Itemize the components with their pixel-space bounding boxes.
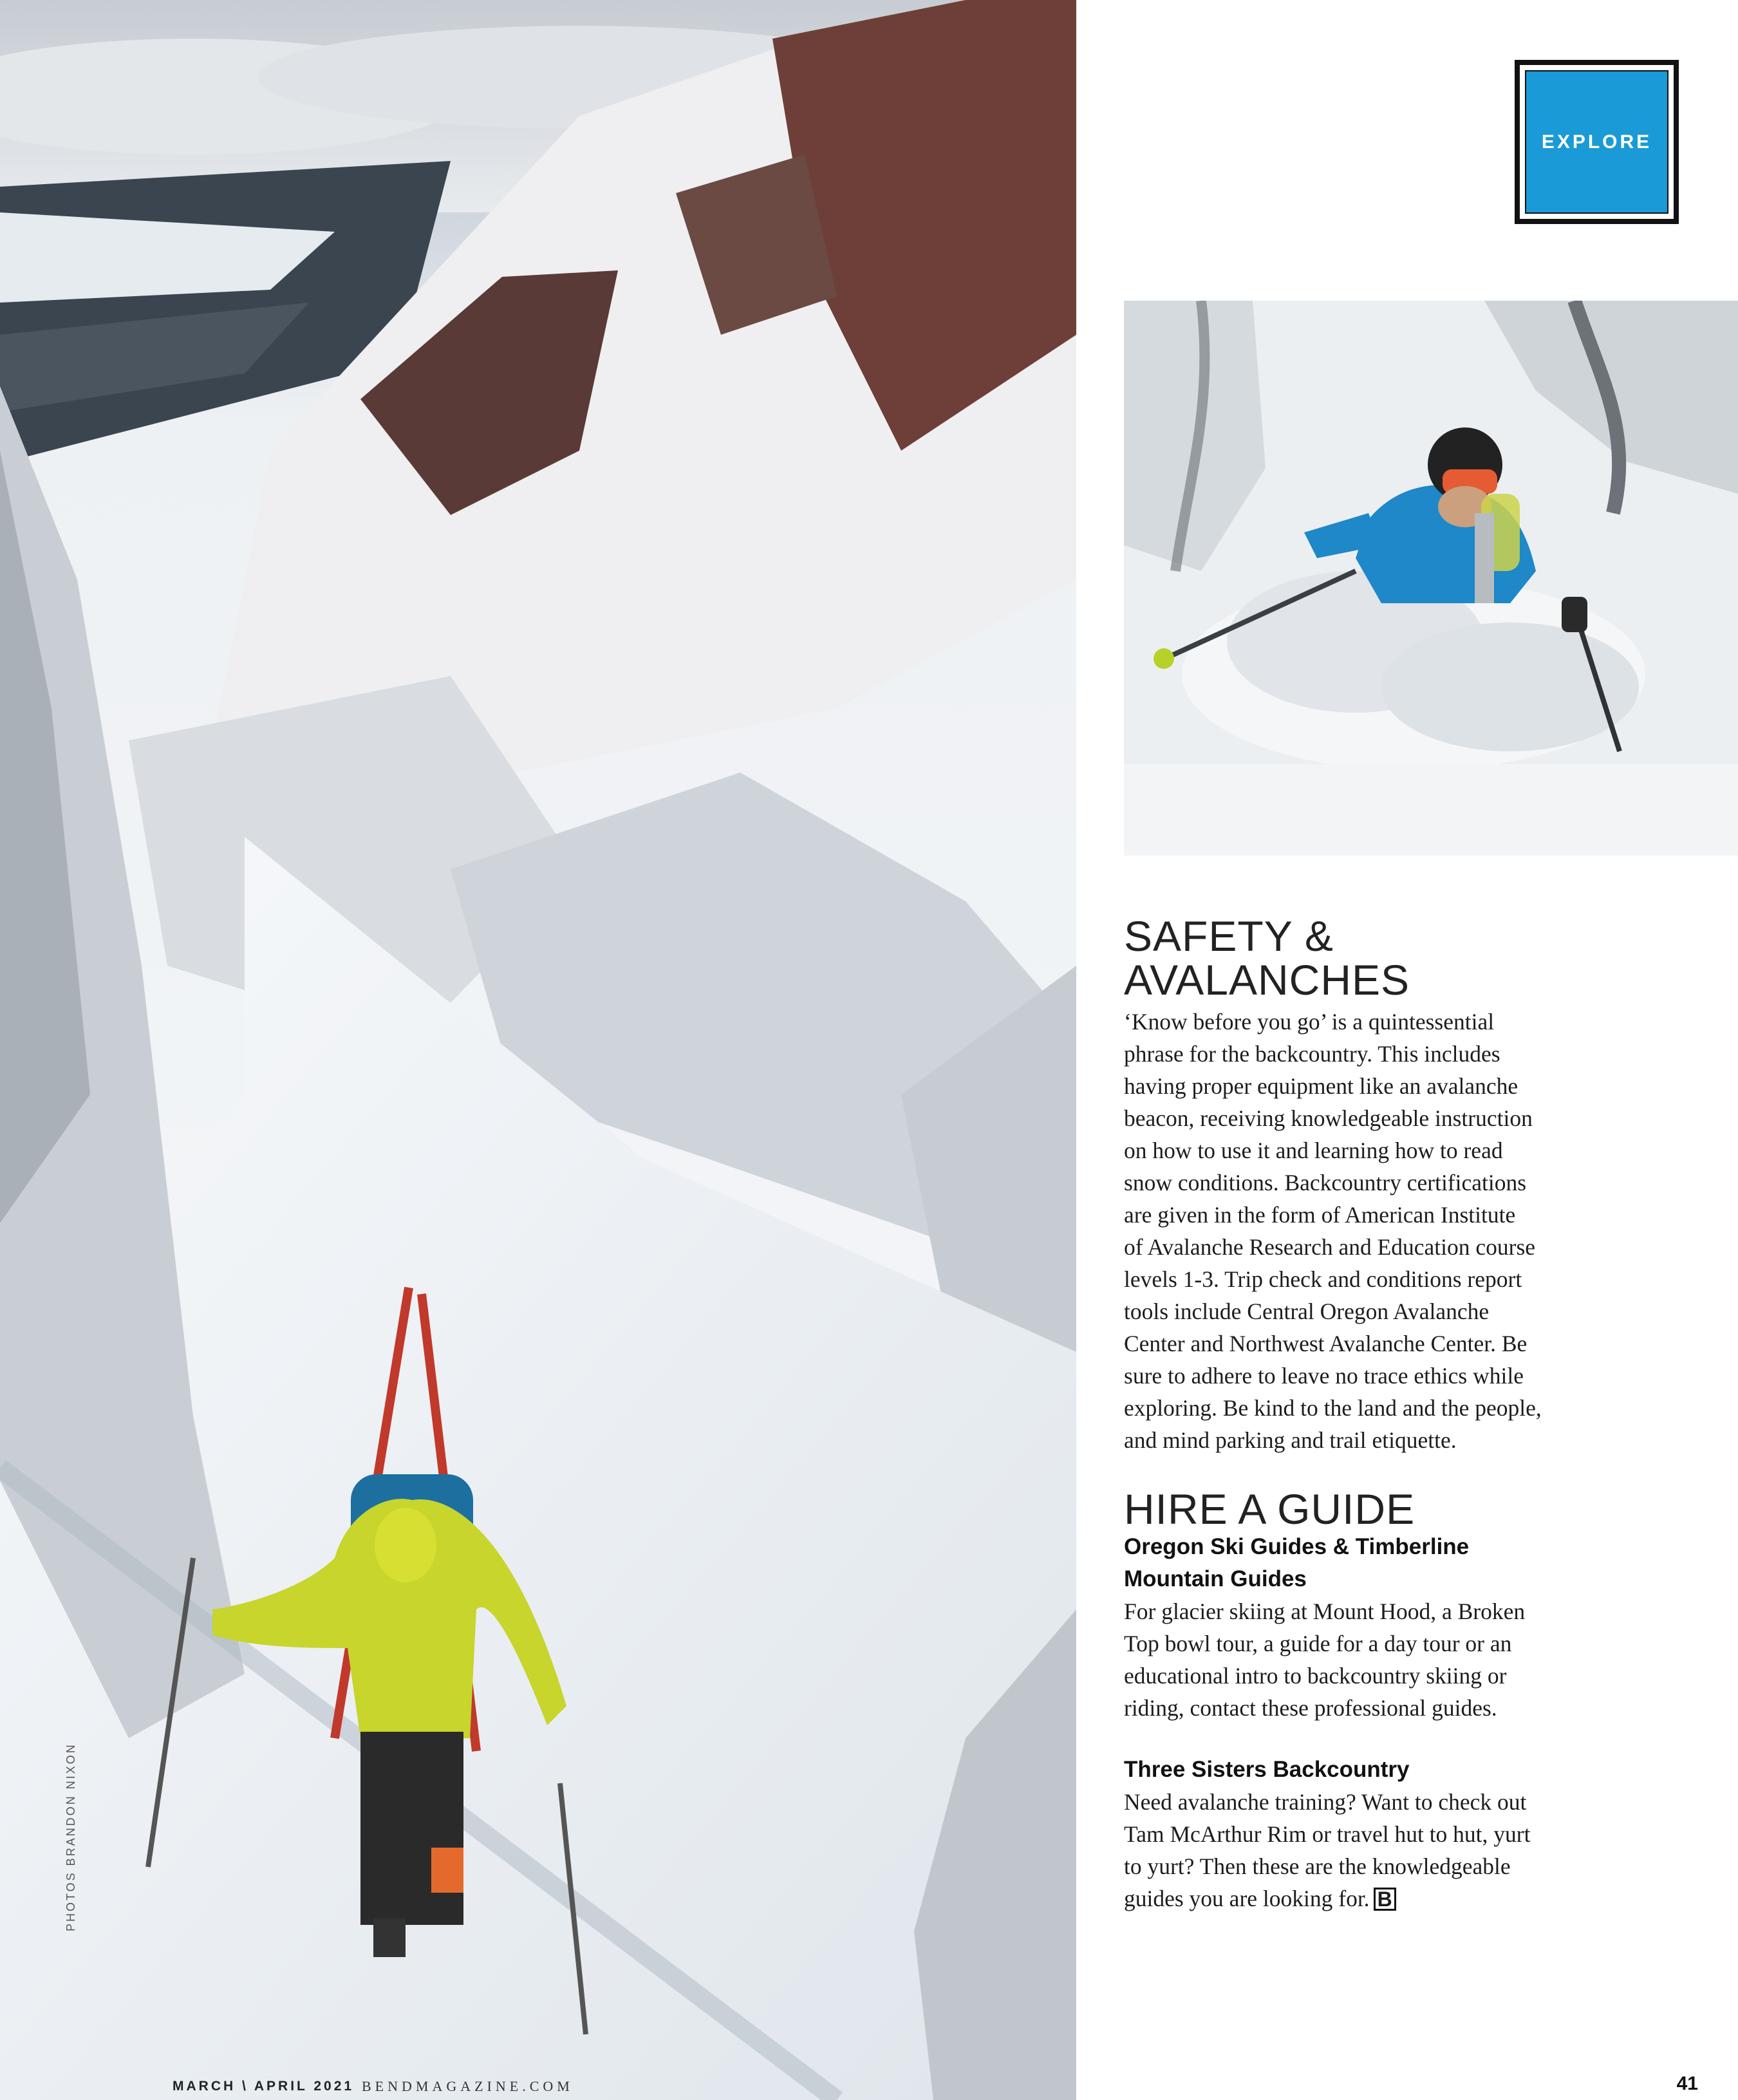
safety-body-line: snow conditions. Backcountry certifications [1124,1170,1527,1195]
safety-title-line-2: AVALANCHES [1124,956,1410,1004]
article-column [1124,914,1574,1915]
safety-body-line: of Avalanche Research and Education course [1124,1234,1536,1260]
guide-body-line: Top bowl tour, a guide for a day tour or an [1124,1631,1512,1656]
safety-body-line: beacon, receiving knowledgeable instruction [1124,1105,1533,1131]
safety-body-line: Center and Northwest Avalanche Center. Be [1124,1331,1528,1356]
footer-issue-date: MARCH \ APRIL 2021 [173,2079,355,2094]
guide-body-line: guides you are looking for. [1124,1886,1370,1911]
safety-body-line: and mind parking and trail etiquette. [1124,1427,1457,1453]
guide-body-oregon [1124,1595,1574,1724]
photo-credit: PHOTOS BRANDON NIXON [64,1743,77,1931]
safety-body-line: exploring. Be kind to the land and the people, [1124,1395,1542,1421]
guide-body-line: educational intro to backcountry skiing or [1124,1663,1507,1689]
explore-badge-fill [1525,70,1668,214]
safety-body-line: phrase for the backcountry. This includes [1124,1041,1500,1067]
guide-body-line: Need avalanche training? Want to check out [1124,1789,1527,1815]
safety-body-line: sure to adhere to leave no trace ethics while [1124,1363,1524,1389]
safety-body-line: on how to use it and learning how to read [1124,1138,1503,1163]
safety-body-line: are given in the form of American Institute [1124,1202,1516,1228]
safety-title-line-1: SAFETY & [1124,912,1334,960]
footer-website: BENDMAGAZINE.COM [362,2078,574,2094]
powder-skier-illustration [1124,301,1738,856]
safety-section-title [1124,914,1574,1002]
explore-badge-label: EXPLORE [1541,131,1652,153]
guide-subhead-line: Oregon Ski Guides & Timberline [1124,1534,1470,1559]
safety-body-line: tools include Central Oregon Avalanche [1124,1298,1490,1324]
powder-skier-photo [1124,301,1738,856]
safety-body-line: ‘Know before you go’ is a quintessential [1124,1009,1495,1035]
guide-body-line: riding, contact these professional guides. [1124,1695,1497,1721]
safety-body-line: levels 1-3. Trip check and conditions report [1124,1266,1522,1292]
safety-body-line: having proper equipment like an avalanche [1124,1073,1518,1099]
end-mark-logo: B [1374,1888,1396,1911]
guide-subhead-line: Mountain Guides [1124,1566,1307,1591]
guide-body-three-sisters [1124,1786,1574,1915]
guide-body-line: For glacier skiing at Mount Hood, a Broken [1124,1598,1526,1624]
explore-badge [1515,60,1679,224]
safety-body [1124,1006,1574,1456]
guide-body-line: Tam McArthur Rim or travel hut to hut, yurt [1124,1821,1531,1847]
guide-body-last-line [1124,1882,1574,1915]
page-number: 41 [1676,2073,1698,2094]
guide-body-line: to yurt? Then these are the knowledgeable [1124,1853,1511,1879]
guide-section-title: HIRE A GUIDE [1124,1485,1416,1533]
guide-subhead-three-sisters: Three Sisters Backcountry [1124,1757,1410,1782]
guide-subhead-oregon [1124,1531,1574,1595]
